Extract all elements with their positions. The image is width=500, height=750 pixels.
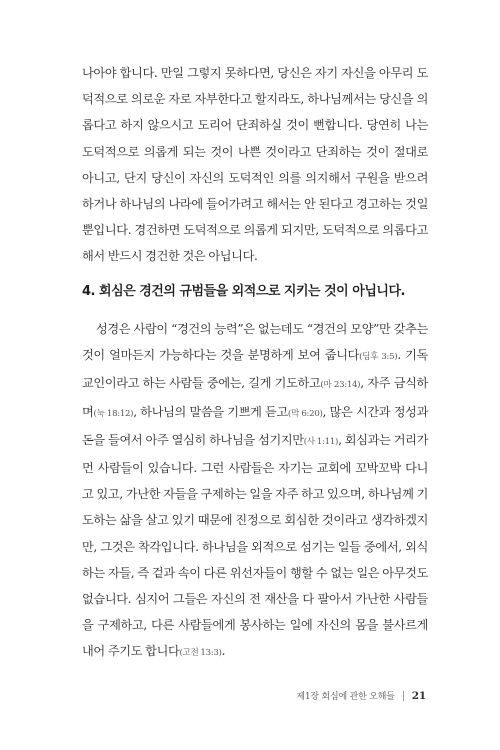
paragraph-text: , 많은 시간과 정성과 돈을 들여서 아주 열심히 하나님을 섬기지만 — [82, 404, 429, 447]
running-chapter-title: 제1장 회심에 관한 오해들 — [296, 692, 395, 702]
section-heading: 4. 회심은 경건의 규범들을 외적으로 지키는 것이 아닙니다. — [82, 284, 405, 299]
paragraph-text: 성경은 사람이 “경건의 능력”은 없는데도 “경건의 모양”만 갖추는 것이 얼마든지 가능하다는 것을 분명하게 보여 줍니다 — [82, 322, 428, 363]
page-number: 21 — [411, 689, 426, 702]
paragraph-text: , 회심과는 거리가 먼 사람들이 있습니다. 그런 사람들은 자기는 교회에 꼬박꼬박 다니고 있고, 가난한 자들을 구제하는 일을 자주 하고 있으며, 하나님께 기도하는 삶을 살고 있기 때문에 진정으로 회심한 것이라고 생각하겠지만, 그것은 착각입니다. 하나님을 외적으로 섬기는 일들 중에서, 외식하는 자들, 즉 겉과 속이 다른 위선자들이 행할 수 없는 일은 아무것도 없습니다. 심지어 그들은 자신의 전 재산을 다 팔아서 가난한 사람들을 구제하고, 다른 사람들에게 봉사하는 일에 자신의 몸을 불사르게 내어 주기도 합니다 — [82, 432, 428, 659]
scripture-reference: (막 6:20) — [287, 408, 323, 419]
body-paragraph-1: 나아야 합니다. 만일 그렇지 못하다면, 당신은 자기 자신을 아무리 도덕적으로 의로운 자로 자부한다고 할지라도, 하나님께서는 당신을 의롭다고 하지 않으시고 도리어 단죄하실 것이 뻔합니다. 당연히 나는 도덕적으로 의롭게 되는 것이 나쁜 것이라고 단죄하는 것이 절대로 아니고, 단지 당신이 자신의 도덕적인 의를 의지해서 구원을 받으려 하거나 하나님의 나라에 들어가려고 해서는 안 된다고 경고하는 것일 뿐입니다. 경건하면 도덕적으로 의롭게 되지만, 도덕적으로 의롭다고 해서 반드시 경건한 것은 아닙니다. — [82, 66, 428, 264]
scripture-reference: (딤후 3:5) — [359, 352, 398, 363]
scripture-reference: (눅 18:12) — [93, 408, 134, 419]
scripture-reference: (사 1:11) — [303, 436, 339, 447]
paragraph-text: , 하나님의 말씀을 기쁘게 듣고 — [133, 404, 288, 419]
page-footer — [296, 689, 426, 702]
footer-divider — [403, 691, 404, 701]
body-paragraph-2 — [82, 316, 428, 667]
paragraph-text: . — [221, 644, 226, 659]
paragraph-text: . 기독교인이라고 하는 사람들 중에는, 길게 기도하고 — [82, 348, 428, 391]
scripture-reference: (마 23:14) — [320, 380, 361, 391]
scripture-reference: (고전 13:3) — [179, 648, 222, 659]
paragraph-text: , 자주 금식하며 — [82, 376, 428, 419]
